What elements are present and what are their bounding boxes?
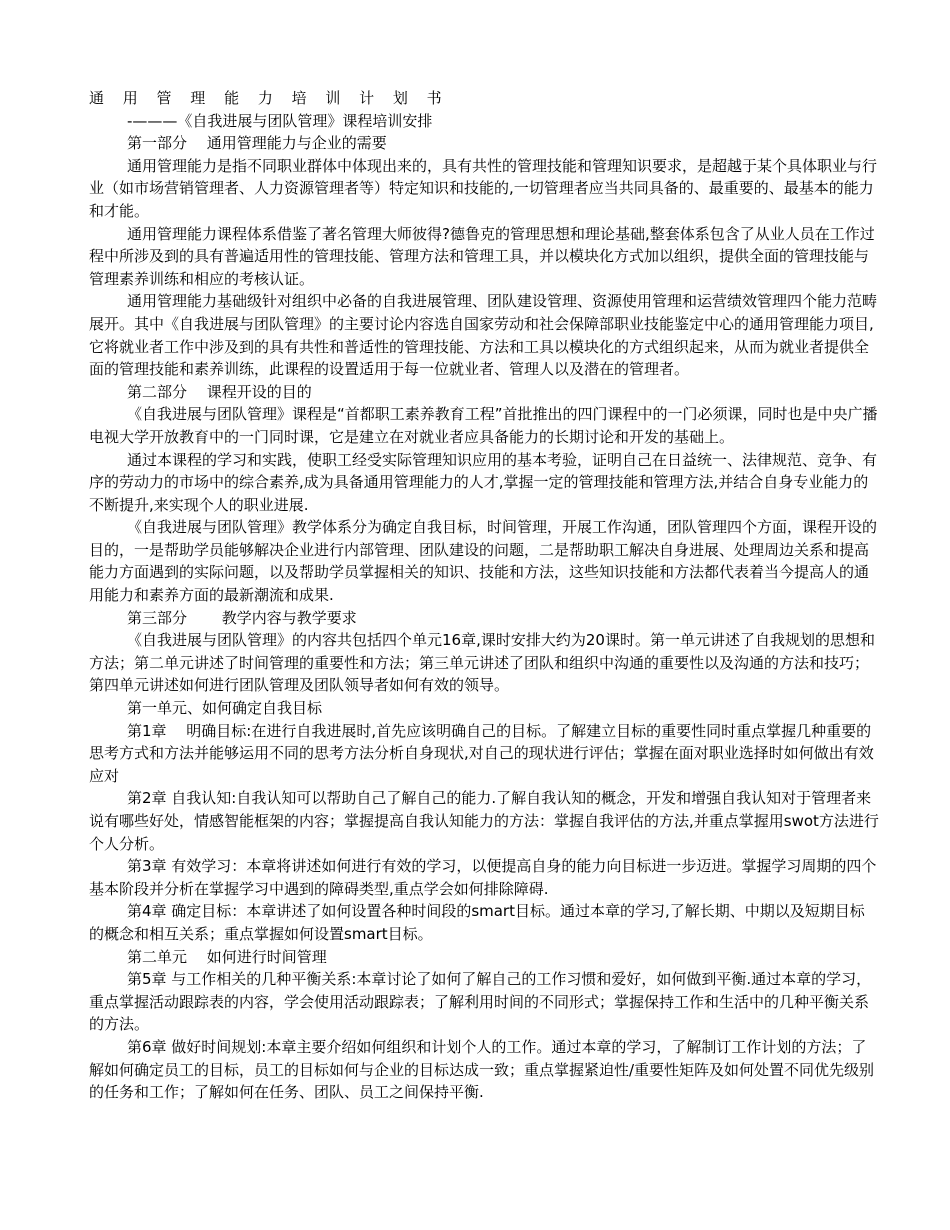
paragraph: 《自我进展与团队管理》课程是“首都职工素养教育工程”首批推出的四门课程中的一门必须课，同时也是中央广播电视大学开放教育中的一门同时课，它是建立在对就业者应具备能力的长期讨论和开发的基础上。 bbox=[89, 405, 878, 446]
paragraph: 通用管理能力课程体系借鉴了著名管理大师彼得?德鲁克的管理思想和理论基础,整套体系包含了从业人员在工作过程中所涉及到的具有普遍适用性的管理技能、管理方法和管理工具，并以模块化方式加以组织，提供全面的管理技能与管理素养训练和相应的考核认证。 bbox=[89, 224, 875, 288]
unit1-heading: 第一单元、如何确定自我目标 bbox=[127, 699, 323, 718]
chapter-paragraph: 第4章 确定目标：本章讲述了如何设置各种时间段的smart目标。通过本章的学习,了解长期、中期以及短期目标的概念和相互关系；重点掌握如何设置smart目标。 bbox=[89, 902, 865, 943]
paragraph: 《自我进展与团队管理》教学体系分为确定自我目标，时间管理，开展工作沟通，团队管理四个方面，课程开设的目的，一是帮助学员能够解决企业进行内部管理、团队建设的问题，二是帮助职工解决自身进展、处理周边关系和提高能力方面遇到的实际问题，以及帮助学员掌握相关的知识、技能和方法，这些知识技能和方法都代表着当今提高人的通用能力和素养方面的最新潮流和成果. bbox=[89, 518, 878, 605]
part2-heading: 第二部分 课程开设的目的 bbox=[127, 382, 312, 401]
paragraph: 通过本课程的学习和实践，使职工经受实际管理知识应用的基本考验，证明自己在日益统一、法律规范、竞争、有序的劳动力的市场中的综合素养,成为具备通用管理能力的人才,掌握一定的管理技能和管理方法,并结合自身专业能力的不断提升,来实现个人的职业进展. bbox=[89, 450, 878, 514]
chapter-paragraph: 第3章 有效学习：本章将讲述如何进行有效的学习，以便提高自身的能力向目标进一步迈进。掌握学习周期的四个基本阶段并分析在掌握学习中遇到的障碍类型,重点学会如何排除障碍. bbox=[89, 857, 877, 898]
paragraph: 《自我进展与团队管理》的内容共包括四个单元16章,课时安排大约为20课时。第一单元讲述了自我规划的思想和方法；第二单元讲述了时间管理的重要性和方法；第三单元讲述了团队和组织中沟通的重要性以及沟通的方法和技巧；第四单元讲述如何进行团队管理及团队领导者如何有效的领导。 bbox=[89, 631, 875, 695]
chapter-paragraph: 第6章 做好时间规划:本章主要介绍如何组织和计划个人的工作。通过本章的学习，了解制订工作计划的方法；了解如何确定员工的目标，员工的目标如何与企业的目标达成一致；重点掌握紧迫性/重要性矩阵及如何处置不同优先级别的任务和工作；了解如何在任务、团队、员工之间保持平衡. bbox=[89, 1037, 875, 1102]
document-page bbox=[89, 87, 879, 1104]
paragraph: 通用管理能力是指不同职业群体中体现出来的，具有共性的管理技能和管理知识要求，是超越于某个具体职业与行业（如市场营销管理者、人力资源管理者等）特定知识和技能的,一切管理者应当共同具备的、最重要的、最基本的能力和才能。 bbox=[89, 156, 878, 220]
part1-heading: 第一部分 通用管理能力与企业的需要 bbox=[127, 134, 387, 153]
unit2-heading: 第二单元 如何进行时间管理 bbox=[127, 947, 327, 966]
part3-heading: 第三部分 教学内容与教学要求 bbox=[127, 608, 357, 627]
paragraph: 通用管理能力基础级针对组织中必备的自我进展管理、团队建设管理、资源使用管理和运营绩效管理四个能力范畴展开。其中《自我进展与团队管理》的主要讨论内容选自国家劳动和社会保障部职业技能鉴定中心的通用管理能力项目,它将就业者工作中涉及到的具有共性和普适性的管理技能、方法和工具以模块化的方式组织起来，从而为就业者提供全面的管理技能和素养训练，此课程的设置适用于每一位就业者、管理人以及潜在的管理者。 bbox=[89, 292, 878, 379]
document-title: 通 用 管 理 能 力 培 训 计 划 书 bbox=[89, 89, 449, 107]
document-subtitle: -———《自我进展与团队管理》课程培训安排 bbox=[127, 111, 433, 130]
chapter-paragraph: 第1章 明确目标:在进行自我进展时,首先应该明确自己的目标。了解建立目标的重要性同时重点掌握几种重要的思考方式和方法并能够运用不同的思考方法分析自身现状,对自己的现状进行评估；掌握在面对职业选择时如何做出有效应对 bbox=[89, 721, 874, 785]
chapter-paragraph: 第5章 与工作相关的几种平衡关系:本章讨论了如何了解自己的工作习惯和爱好，如何做到平衡.通过本章的学习，重点掌握活动跟踪表的内容，学会使用活动跟踪表；了解利用时间的不同形式；掌握保持工作和生活中的几种平衡关系的方法。 bbox=[89, 970, 872, 1034]
chapter-paragraph: 第2章 自我认知:自我认知可以帮助自己了解自己的能力.了解自我认知的概念，开发和增强自我认知对于管理者来说有哪些好处，情感智能框架的内容；掌握提高自我认知能力的方法：掌握自我评估的方法,并重点掌握用swot方法进行个人分析。 bbox=[89, 789, 879, 853]
